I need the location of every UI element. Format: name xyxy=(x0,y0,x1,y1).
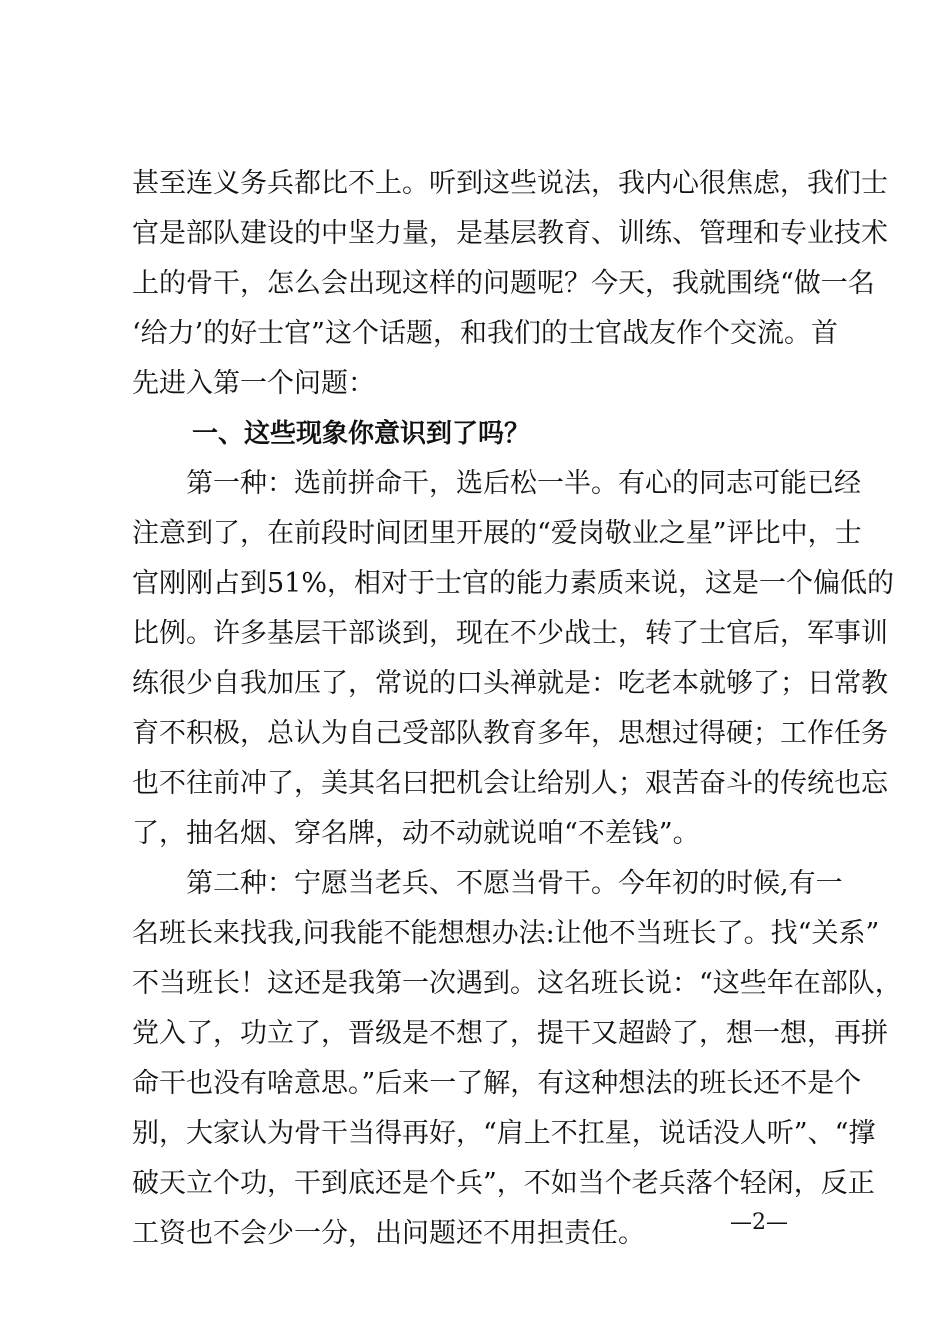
body-text-line: 官是部队建设的中坚力量，是基层教育、训练、管理和专业技术 xyxy=(132,218,888,249)
body-text-line: 名班长来找我,问我能不能想想办法:让他不当班长了。找“关系” xyxy=(132,918,880,949)
body-text-line: 破天立个功，干到底还是个兵”，不如当个老兵落个轻闲，反正 xyxy=(132,1168,875,1199)
body-text-line: 先进入第一个问题： xyxy=(132,368,375,399)
body-text-line: 育不积极，总认为自己受部队教育多年，思想过得硬；工作任务 xyxy=(132,718,888,749)
body-text-line: 甚至连义务兵都比不上。听到这些说法，我内心很焦虑，我们士 xyxy=(132,168,888,199)
body-text-line: 比例。许多基层干部谈到，现在不少战士，转了士官后，军事训 xyxy=(132,618,888,649)
body-text-line: 了，抽名烟、穿名牌，动不动就说咱“不差钱”。 xyxy=(132,818,700,849)
body-text-line: 不当班长！这还是我第一次遇到。这名班长说：“这些年在部队， xyxy=(132,968,902,999)
body-text-line: 第二种：宁愿当老兵、不愿当骨干。今年初的时候,有一 xyxy=(132,868,843,899)
body-text-line: 党入了，功立了，晋级是不想了，提干又超龄了，想一想，再拼 xyxy=(132,1018,888,1049)
body-text-line: 别，大家认为骨干当得再好，“肩上不扛星，说话没人听”、“撑 xyxy=(132,1118,876,1149)
body-text-line: 工资也不会少一分，出问题还不用担责任。 xyxy=(132,1218,645,1249)
body-text-line: 注意到了，在前段时间团里开展的“爱岗敬业之星”评比中，士 xyxy=(132,518,862,549)
section-heading: 一、这些现象你意识到了吗？ xyxy=(192,419,531,449)
page-number: —2— xyxy=(730,1210,788,1235)
body-text-line: 也不往前冲了，美其名曰把机会让给别人；艰苦奋斗的传统也忘 xyxy=(132,768,888,799)
body-text-line: ‘给力’的好士官”这个话题，和我们的士官战友作个交流。首 xyxy=(132,318,838,349)
body-text-line: 上的骨干，怎么会出现这样的问题呢？今天，我就围绕“做一名 xyxy=(132,268,875,299)
body-text-line: 第一种：选前拼命干，选后松一半。有心的同志可能已经 xyxy=(132,468,861,499)
body-text-line: 官刚刚占到51%，相对于士官的能力素质来说，这是一个偏低的 xyxy=(132,568,895,599)
body-text-line: 练很少自我加压了，常说的口头禅就是：吃老本就够了；日常教 xyxy=(132,668,888,699)
body-text-line: 命干也没有啥意思。”后来一了解，有这种想法的班长还不是个 xyxy=(132,1068,862,1099)
